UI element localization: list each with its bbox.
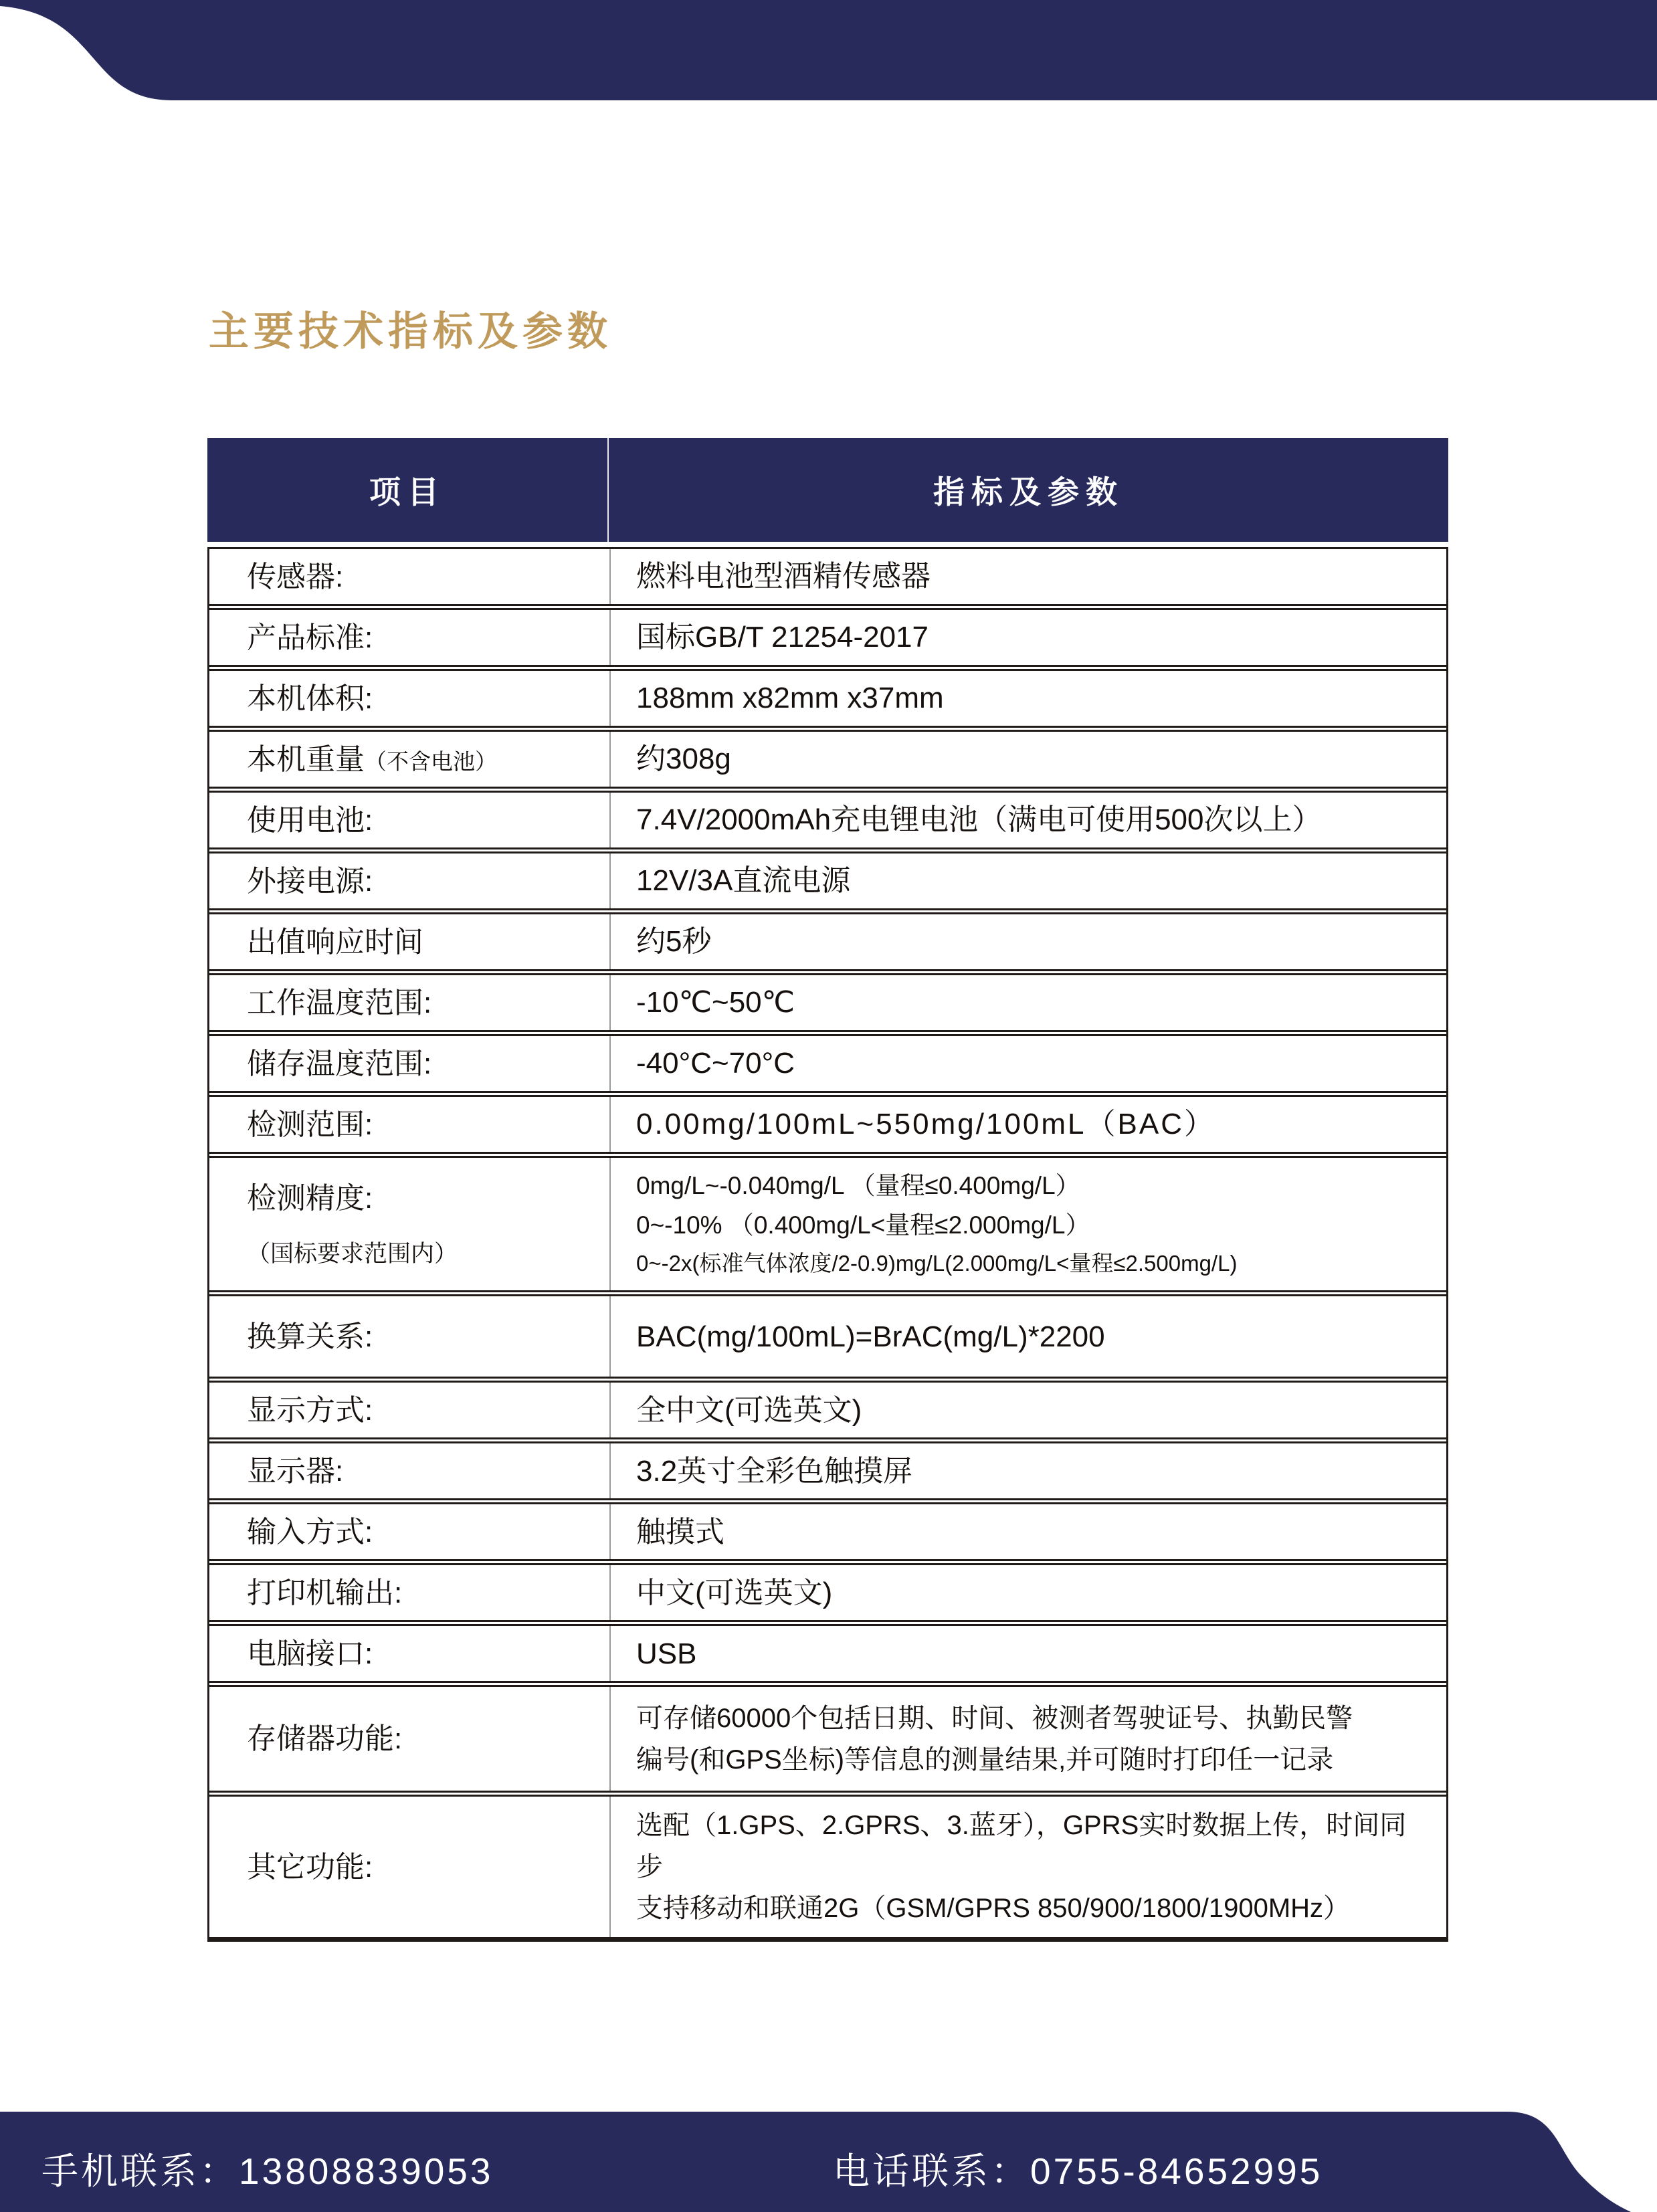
header-cell-spec: 指标及参数	[933, 474, 1124, 510]
row-value: BAC(mg/100mL)=BrAC(mg/L)*2200	[636, 1320, 1105, 1353]
row-value: 0.00mg/100mL~550mg/100mL（BAC）	[636, 1108, 1215, 1141]
footer-mobile-contact	[41, 2142, 494, 2195]
label-note: （国标要求范围内）	[247, 1240, 458, 1267]
row-label: 工作温度范围:	[209, 975, 611, 1030]
table-row-standard	[209, 610, 1446, 671]
row-value: 全中文(可选英文)	[636, 1393, 862, 1427]
row-value: 0mg/L~-0.040mg/L （量程≤0.400mg/L） 0~-10% （0.400mg/L<量程≤2.000mg/L） 0~-2x(标准气体浓度/2-0.9)mg/L(2.000mg/L<量程≤2.500mg/L)	[636, 1172, 1238, 1276]
footer-phone-contact	[833, 2142, 1323, 2195]
row-label: 传感器:	[209, 549, 611, 604]
phone-contact-label: 电话联系：	[833, 2150, 1031, 2192]
row-label: 检测精度: （国标要求范围内）	[209, 1158, 611, 1290]
mobile-contact-number: 13808839053	[239, 2150, 494, 2192]
phone-contact-number: 0755-84652995	[1030, 2150, 1323, 2192]
table-row-printer-output	[209, 1565, 1446, 1626]
table-row-other-functions	[209, 1797, 1446, 1937]
table-body	[207, 547, 1448, 1942]
row-label: 出值响应时间	[209, 914, 611, 969]
table-row-input-method	[209, 1504, 1446, 1565]
table-row-external-power	[209, 853, 1446, 914]
table-header-row	[207, 438, 1448, 542]
row-value: 中文(可选英文)	[636, 1576, 833, 1609]
table-row-memory	[209, 1687, 1446, 1797]
table-row-battery	[209, 793, 1446, 853]
row-label: 检测范围:	[209, 1097, 611, 1152]
mobile-contact-label: 手机联系：	[41, 2150, 239, 2192]
row-value: 触摸式	[636, 1515, 724, 1548]
row-value: 188mm x82mm x37mm	[636, 682, 944, 715]
row-label: 产品标准:	[209, 610, 611, 665]
row-value: 燃料电池型酒精传感器	[636, 560, 931, 593]
row-label: 存储器功能:	[209, 1687, 611, 1791]
row-value: -10℃~50℃	[636, 986, 795, 1019]
row-label: 本机重量（不含电池）	[209, 732, 611, 787]
row-value: 3.2英寸全彩色触摸屏	[636, 1454, 913, 1488]
table-row-response-time	[209, 914, 1446, 975]
table-row-storage-temp	[209, 1036, 1446, 1097]
row-label: 使用电池:	[209, 793, 611, 847]
label-note: （不含电池）	[365, 748, 497, 774]
row-value: 约308g	[636, 742, 731, 776]
row-value: 可存储60000个包括日期、时间、被测者驾驶证号、执勤民警 编号(和GPS坐标)等信息的测量结果,并可随时打印任一记录	[636, 1703, 1353, 1775]
row-value: 约5秒	[636, 925, 712, 959]
header-cell-item: 项目	[207, 438, 609, 542]
top-banner-shape	[0, 0, 1657, 100]
row-value: 选配（1.GPS、2.GPRS、3.蓝牙），GPRS实时数据上传，时间同步 支持移动和联通2G（GSM/GPRS 850/900/1800/1900MHz）	[636, 1811, 1407, 1924]
row-label: 输入方式:	[209, 1504, 611, 1559]
table-row-conversion	[209, 1296, 1446, 1383]
table-row-weight	[209, 732, 1446, 793]
row-label: 显示器:	[209, 1443, 611, 1498]
row-label: 显示方式:	[209, 1383, 611, 1437]
table-row-display	[209, 1443, 1446, 1504]
table-row-operating-temp	[209, 975, 1446, 1036]
row-label: 外接电源:	[209, 853, 611, 908]
row-label: 本机体积:	[209, 671, 611, 726]
row-label: 打印机输出:	[209, 1565, 611, 1620]
page-title: 主要技术指标及参数	[209, 309, 612, 354]
table-row-sensor	[209, 549, 1446, 610]
table-row-display-mode	[209, 1383, 1446, 1443]
row-label: 储存温度范围:	[209, 1036, 611, 1091]
table-row-detection-range	[209, 1097, 1446, 1158]
table-row-pc-interface	[209, 1626, 1446, 1687]
table-row-accuracy	[209, 1158, 1446, 1296]
row-label: 换算关系:	[209, 1296, 611, 1377]
row-label: 其它功能:	[209, 1797, 611, 1937]
table-row-size	[209, 671, 1446, 732]
row-value: 12V/3A直流电源	[636, 864, 851, 898]
row-value: 7.4V/2000mAh充电锂电池（满电可使用500次以上）	[636, 803, 1322, 837]
spec-table	[207, 438, 1448, 1942]
row-value: -40°C~70°C	[636, 1047, 795, 1080]
row-label: 电脑接口:	[209, 1626, 611, 1681]
row-value: 国标GB/T 21254-2017	[636, 621, 929, 654]
row-value: USB	[636, 1637, 697, 1670]
